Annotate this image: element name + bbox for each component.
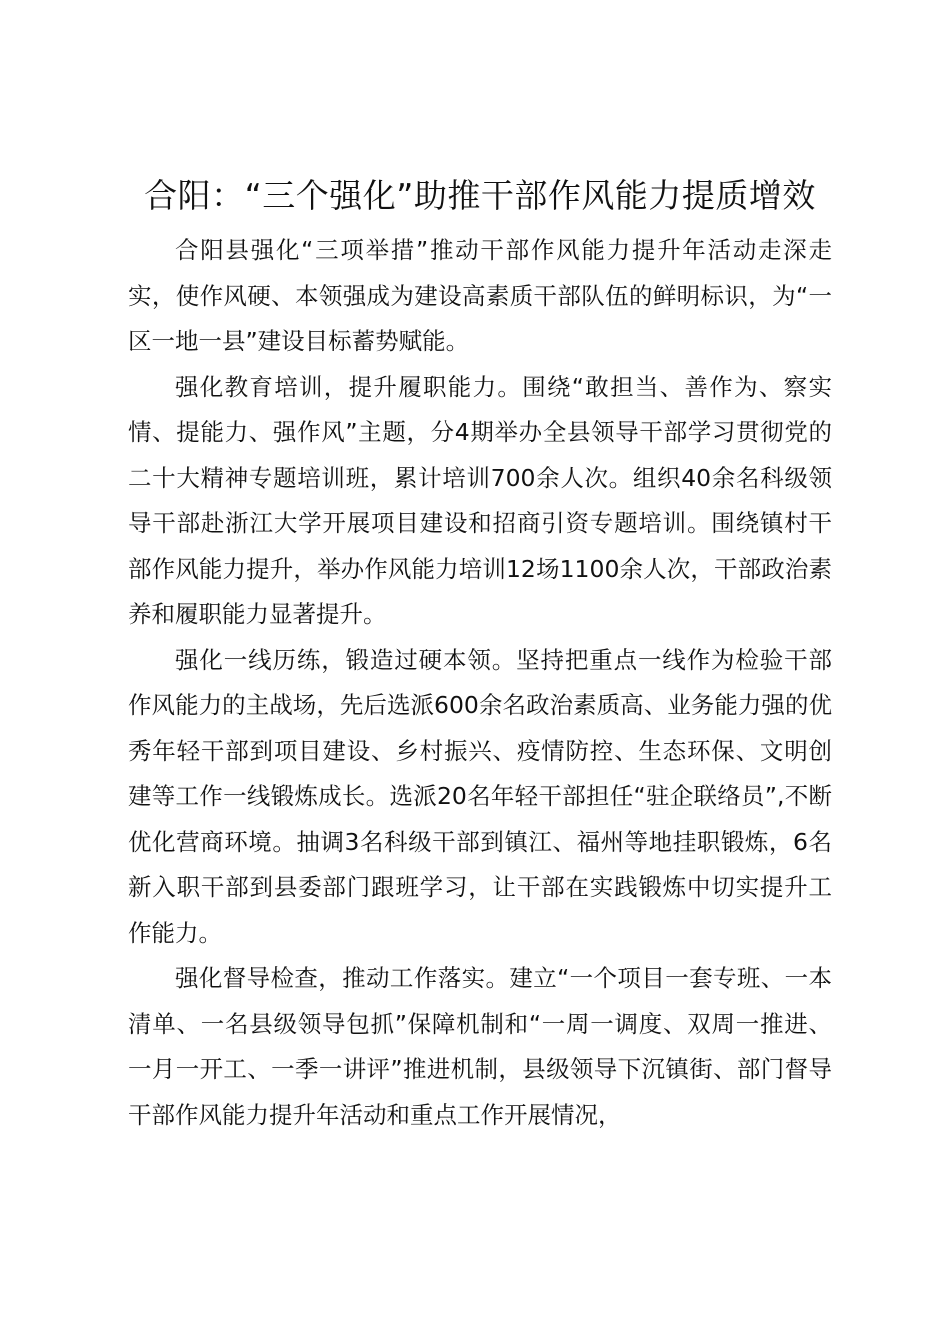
document-title: 合阳：“三个强化”助推干部作风能力提质增效 [144,176,816,215]
paragraph-education-training: 强化教育培训，提升履职能力。围绕“敢担当、善作为、察实情、提能力、强作风”主题，分4期举办全县领导干部学习贯彻党的二十大精神专题培训班，累计培训700余人次。组织40余名科级领导干部赴浙江大学开展项目建设和招商引资专题培训。围绕镇村干部作风能力提升，举办作风能力培训12场1100余人次，干部政治素养和履职能力显著提升。 [128,372,832,628]
paragraph-intro: 合阳县强化“三项举措”推动干部作风能力提升年活动走深走实，使作风硬、本领强成为建设高素质干部队伍的鲜明标识，为“一区一地一县”建设目标蓄势赋能。 [128,236,832,355]
paragraph-supervision: 强化督导检查，推动工作落实。建立“一个项目一套专班、一本清单、一名县级领导包抓”保障机制和“一周一调度、双周一推进、一月一开工、一季一讲评”推进机制，县级领导下沉镇街、部门督导干部作风能力提升年活动和重点工作开展情况， [128,964,832,1129]
document-page [128,170,832,1138]
paragraph-frontline-practice: 强化一线历练，锻造过硬本领。坚持把重点一线作为检验干部作风能力的主战场，先后选派600余名政治素质高、业务能力强的优秀年轻干部到项目建设、乡村振兴、疫情防控、生态环保、文明创建等工作一线锻炼成长。选派20名年轻干部担任“驻企联络员”,不断优化营商环境。抽调3名科级干部到镇江、福州等地挂职锻炼，6名新入职干部到县委部门跟班学习，让干部在实践锻炼中切实提升工作能力。 [128,645,832,947]
